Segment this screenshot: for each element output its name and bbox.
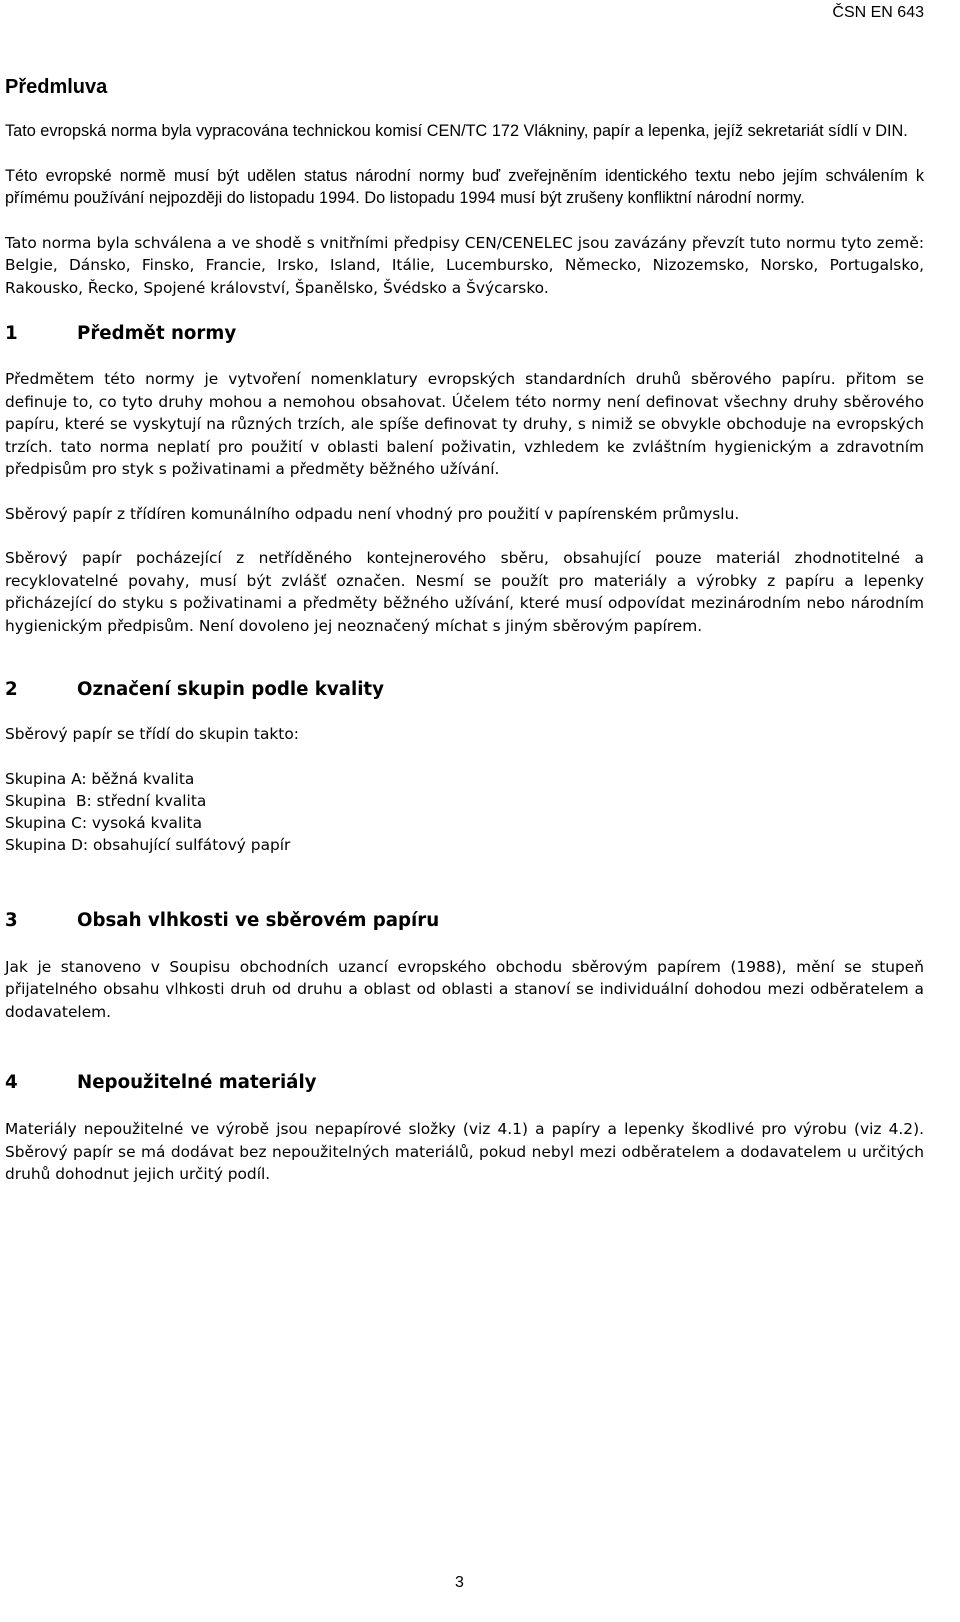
- standard-reference: ČSN EN 643: [832, 4, 924, 21]
- section-1-paragraph: Předmětem této normy je vytvoření nomenklatury evropských standardních druhů sběrového papíru. přitom se definuje to, co tyto druhy mohou a nemohou obsahovat. Účelem této normy není definovat všechny druhy sběrového papíru, které se vyskytují na různých trzích, ale spíše definovat ty druhy, s nimiž se obvykle obchoduje na evropských trzích. tato norma neplatí pro použití v oblasti balení poživatin, vzhledem ke zvláštním hygienickým a zdravotním předpisům pro styk s poživatinami a předměty běžného užívání.: [5, 370, 924, 478]
- foreword-paragraph: Tato evropská norma byla vypracována technickou komisí CEN/TC 172 Vlákniny, papír a lepenka, jejíž sekretariát sídlí v DIN.: [5, 122, 908, 140]
- section-3-heading: [5, 908, 924, 934]
- section-title: Předmět normy: [77, 323, 237, 344]
- section-number: 1: [5, 323, 18, 344]
- quality-group-item: Skupina C: vysoká kvalita: [5, 813, 202, 832]
- quality-group-item: Skupina A: běžná kvalita: [5, 769, 195, 788]
- section-4-paragraph: Materiály nepoužitelné ve výrobě jsou nepapírové složky (viz 4.1) a papíry a lepenky škodlivé pro výrobu (viz 4.2). Sběrový papír se má dodávat bez nepoužitelných materiálů, pokud nebyl mezi odběratelem a dodavatelem u určitých druhů dohodnut jejich určitý podíl.: [5, 1120, 924, 1183]
- section-title: Označení skupin podle kvality: [77, 679, 384, 700]
- section-title: Nepoužitelné materiály: [77, 1072, 317, 1093]
- page-number: 3: [455, 1574, 464, 1591]
- section-number: 4: [5, 1072, 18, 1093]
- section-number: 3: [5, 909, 18, 931]
- section-3-paragraph: Jak je stanoveno v Soupisu obchodních uzancí evropského obchodu sběrovým papírem (1988), mění se stupeň přijatelného obsahu vlhkosti druh od druhu a oblast od oblasti a stanoví se individuální dohodou mezi odběratelem a dodavatelem.: [5, 957, 924, 1021]
- foreword-paragraph: Tato norma byla schválena a ve shodě s vnitřními předpisy CEN/CENELEC jsou zavázány převzít tuto normu tyto země: Belgie, Dánsko, Finsko, Francie, Irsko, Island, Itálie, Lucembursko, Německo, Nizozemsko, Norsko, Portugalsko, Rakousko, Řecko, Spojené království, Španělsko, Švédsko a Švýcarsko.: [5, 233, 924, 297]
- foreword-title: Předmluva: [5, 76, 108, 98]
- section-1-heading: [5, 321, 924, 347]
- quality-group-item: Skupina B: střední kvalita: [5, 791, 207, 810]
- section-number: 2: [5, 679, 18, 700]
- section-2-intro: Sběrový papír se třídí do skupin takto:: [5, 725, 299, 743]
- page-content: [5, 74, 924, 1186]
- section-1-paragraph: Sběrový papír pocházející z netříděného kontejnerového sběru, obsahující pouze materiál zhodnotitelné a recyklovatelné povahy, musí být zvlášť označen. Nesmí se použít pro materiály a výrobky z papíru a lepenky přicházející do styku s poživatinami a předměty běžného užívání, které musí odpovídat mezinárodním nebo národním hygienickým předpisům. Není dovoleno jej neoznačený míchat s jiným sběrovým papírem.: [5, 549, 924, 635]
- quality-group-list: [5, 768, 924, 856]
- section-2-heading: [5, 677, 924, 703]
- section-title: Obsah vlhkosti ve sběrovém papíru: [77, 909, 440, 931]
- foreword-paragraph: Této evropské normě musí být udělen status národní normy buď zveřejněním identického textu nebo jejím schválením k přímému používání nejpozději do listopadu 1994. Do listopadu 1994 musí být zrušeny konfliktní národní normy.: [5, 166, 924, 207]
- section-1-paragraph: Sběrový papír z třídíren komunálního odpadu není vhodný pro použití v papírenském průmyslu.: [5, 504, 740, 523]
- quality-group-item: Skupina D: obsahující sulfátový papír: [5, 835, 291, 854]
- section-4-heading: [5, 1070, 924, 1096]
